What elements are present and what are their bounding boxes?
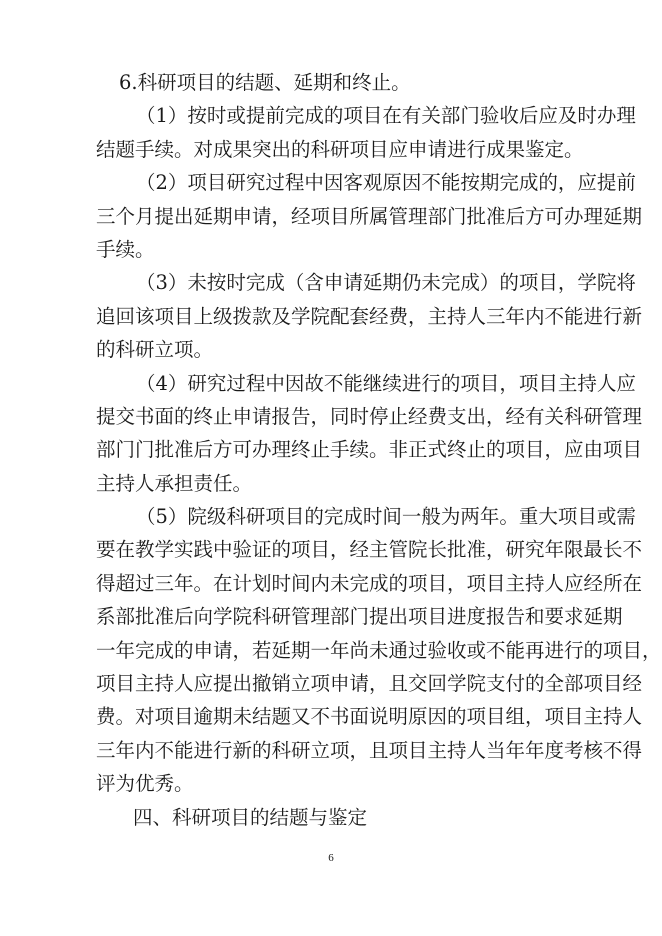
document-body <box>96 66 662 834</box>
paragraph-line: 项目主持人应提出撤销立项申请，且交回学院支付的全部项目经 <box>96 672 643 696</box>
paragraph-line: 费。对项目逾期未结题又不书面说明原因的项目组，项目主持人 <box>96 705 643 729</box>
paragraph-line: 一年完成的申请，若延期一年尚未通过验收或不能再进行的项目， <box>96 638 662 662</box>
paragraph-line: （5）院级科研项目的完成时间一般为两年。重大项目或需 <box>136 505 636 529</box>
subsection-heading: 6.科研项目的结题、延期和终止。 <box>119 71 411 94</box>
page-number: 6 <box>328 852 334 864</box>
paragraph-line: （1）按时或提前完成的项目在有关部门验收后应及时办理 <box>136 104 636 128</box>
paragraph-line: 系部批准后向学院科研管理部门提出项目进度报告和要求延期 <box>96 605 623 629</box>
paragraph-line: 得超过三年。在计划时间内未完成的项目，项目主持人应经所在 <box>96 571 643 595</box>
section-heading: 四、科研项目的结题与鉴定 <box>133 805 368 829</box>
paragraph-line: 评为优秀。 <box>96 772 194 796</box>
paragraph-line: 追回该项目上级拨款及学院配套经费，主持人三年内不能进行新 <box>96 304 643 328</box>
paragraph-line: （2）项目研究过程中因客观原因不能按期完成的，应提前 <box>136 171 636 195</box>
paragraph-line: 三个月提出延期申请，经项目所属管理部门批准后方可办理延期 <box>96 204 643 228</box>
paragraph-line: 三年内不能进行新的科研立项，且项目主持人当年年度考核不得 <box>96 738 643 762</box>
paragraph-line: 的科研立项。 <box>96 338 214 362</box>
paragraph-line: （4）研究过程中因故不能继续进行的项目，项目主持人应 <box>136 371 636 395</box>
paragraph-line: 结题手续。对成果突出的科研项目应申请进行成果鉴定。 <box>96 137 584 161</box>
paragraph-line: 手续。 <box>96 237 155 261</box>
paragraph-line: 部门门批准后方可办理终止手续。非正式终止的项目，应由项目 <box>96 438 643 462</box>
paragraph-line: 主持人承担责任。 <box>96 471 253 495</box>
paragraph-line: 要在教学实践中验证的项目，经主管院长批准，研究年限最长不 <box>96 538 643 562</box>
paragraph-line: （3）未按时完成（含申请延期仍未完成）的项目，学院将 <box>136 271 636 295</box>
paragraph-line: 提交书面的终止申请报告，同时停止经费支出，经有关科研管理 <box>96 404 643 428</box>
